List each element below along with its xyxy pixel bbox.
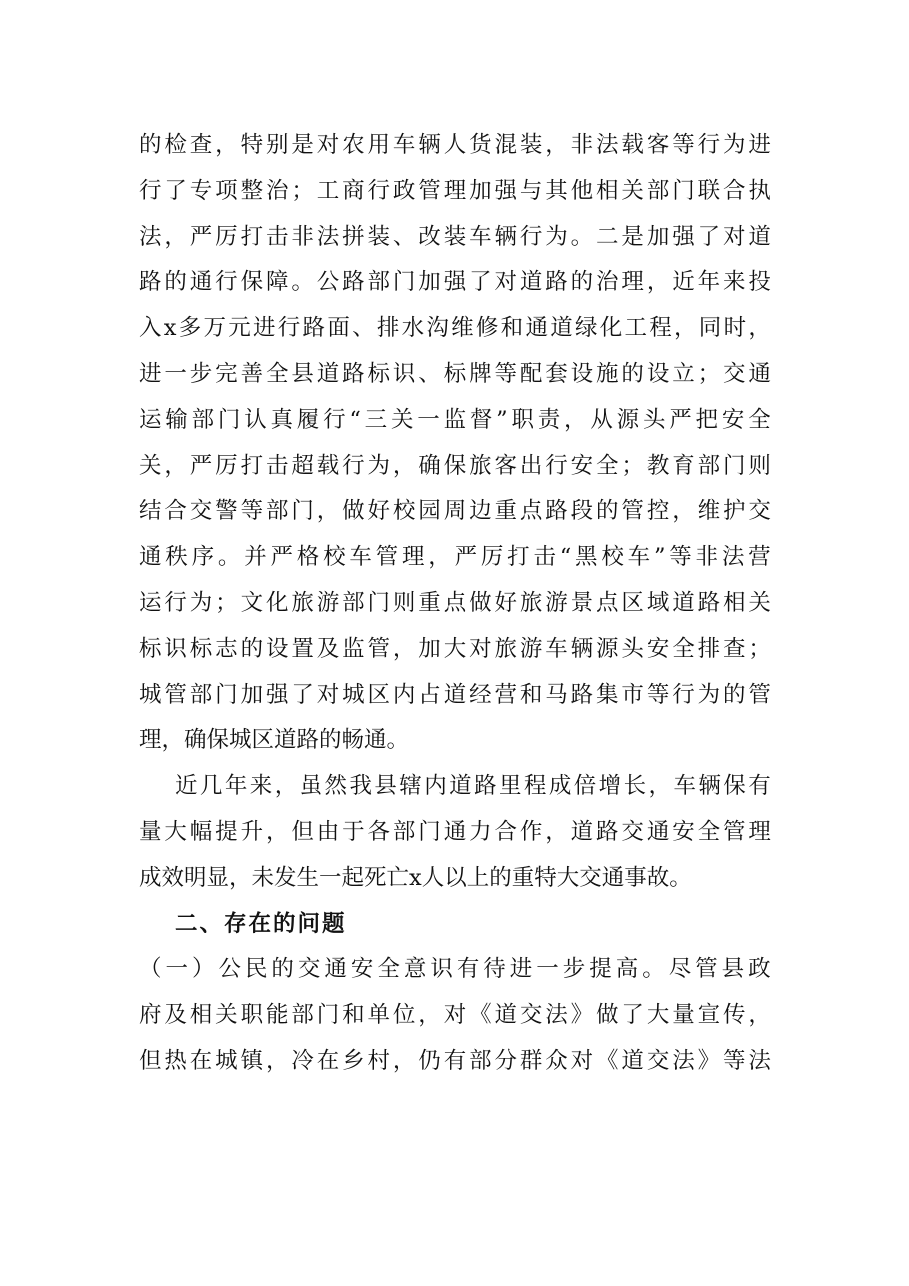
text-line: 运 输 部 门 认 真 履 行 “ 三 关 一 监 督 ” 职 责 ， 从 源 头 严 把 安 全 [139,406,771,433]
text-line: 进 一 步 完 善 全 县 道 路 标 识 、 标 牌 等 配 套 设 施 的 设 立 ； 交 通 [139,360,771,387]
text-line: 法 ， 严 厉 打 击 非 法 拼 装 、 改 装 车 辆 行 为 。 二 是 加 强 了 对 道 [139,223,771,250]
text-line: 府 及 相 关 职 能 部 门 和 单 位 ， 对 《 道 交 法 》 做 了 大 量 宣 传 ， [139,1002,771,1029]
text-line: 运 行 为 ； 文 化 旅 游 部 门 则 重 点 做 好 旅 游 景 点 区 域 道 路 相 关 [139,589,771,616]
text-line: 入 x 多 万 元 进 行 路 面 、 排 水 沟 维 修 和 通 道 绿 化 工 程 ， 同 时 ， [139,315,771,342]
section-heading: 二、存在的问题 [175,910,347,937]
text-line: 行 了 专 项 整 治 ； 工 商 行 政 管 理 加 强 与 其 他 相 关 部 门 联 合 执 [139,177,771,204]
text-line: 理，确保城区道路的畅通。 [139,727,410,754]
paragraph-problems [139,947,771,1084]
text-line: 标 识 标 志 的 设 置 及 监 管 ， 加 大 对 旅 游 车 辆 源 头 安 全 排 查 ； [139,635,771,662]
text-line: 关 ， 严 厉 打 击 超 载 行 为 ， 确 保 旅 客 出 行 安 全 ； 教 育 部 门 则 [139,452,771,479]
text-line: 成效明显，未发生一起死亡x人以上的重特大交通事故。 [139,864,692,891]
text-line: 结 合 交 警 等 部 门 ， 做 好 校 园 周 边 重 点 路 段 的 管 控 ， 维 护 交 [139,498,771,525]
paragraph-departments [139,123,771,764]
text-line: （ 一 ） 公 民 的 交 通 安 全 意 识 有 待 进 一 步 提 高 。 尽 管 县 政 [139,956,771,983]
document-body [139,123,771,1085]
text-line: 近 几 年 来 ， 虽 然 我 县 辖 内 道 路 里 程 成 倍 增 长 ， 车 辆 保 有 [175,773,771,800]
text-line: 城 管 部 门 加 强 了 对 城 区 内 占 道 经 营 和 马 路 集 市 等 行 为 的 管 [139,681,771,708]
text-line: 路 的 通 行 保 障 。 公 路 部 门 加 强 了 对 道 路 的 治 理 ， 近 年 来 投 [139,269,771,296]
text-line: 但 热 在 城 镇 ， 冷 在 乡 村 ， 仍 有 部 分 群 众 对 《 道 交 法 》 等 法 [139,1047,771,1074]
paragraph-results [139,764,771,901]
text-line: 通 秩 序 。 并 严 格 校 车 管 理 ， 严 厉 打 击 “ 黑 校 车 ” 等 非 法 营 [139,544,771,571]
text-line: 的 检 查 ， 特 别 是 对 农 用 车 辆 人 货 混 装 ， 非 法 载 客 等 行 为 进 [139,132,771,158]
text-line: 量 大 幅 提 升 ， 但 由 于 各 部 门 通 力 合 作 ， 道 路 交 通 安 全 管 理 [139,818,771,845]
